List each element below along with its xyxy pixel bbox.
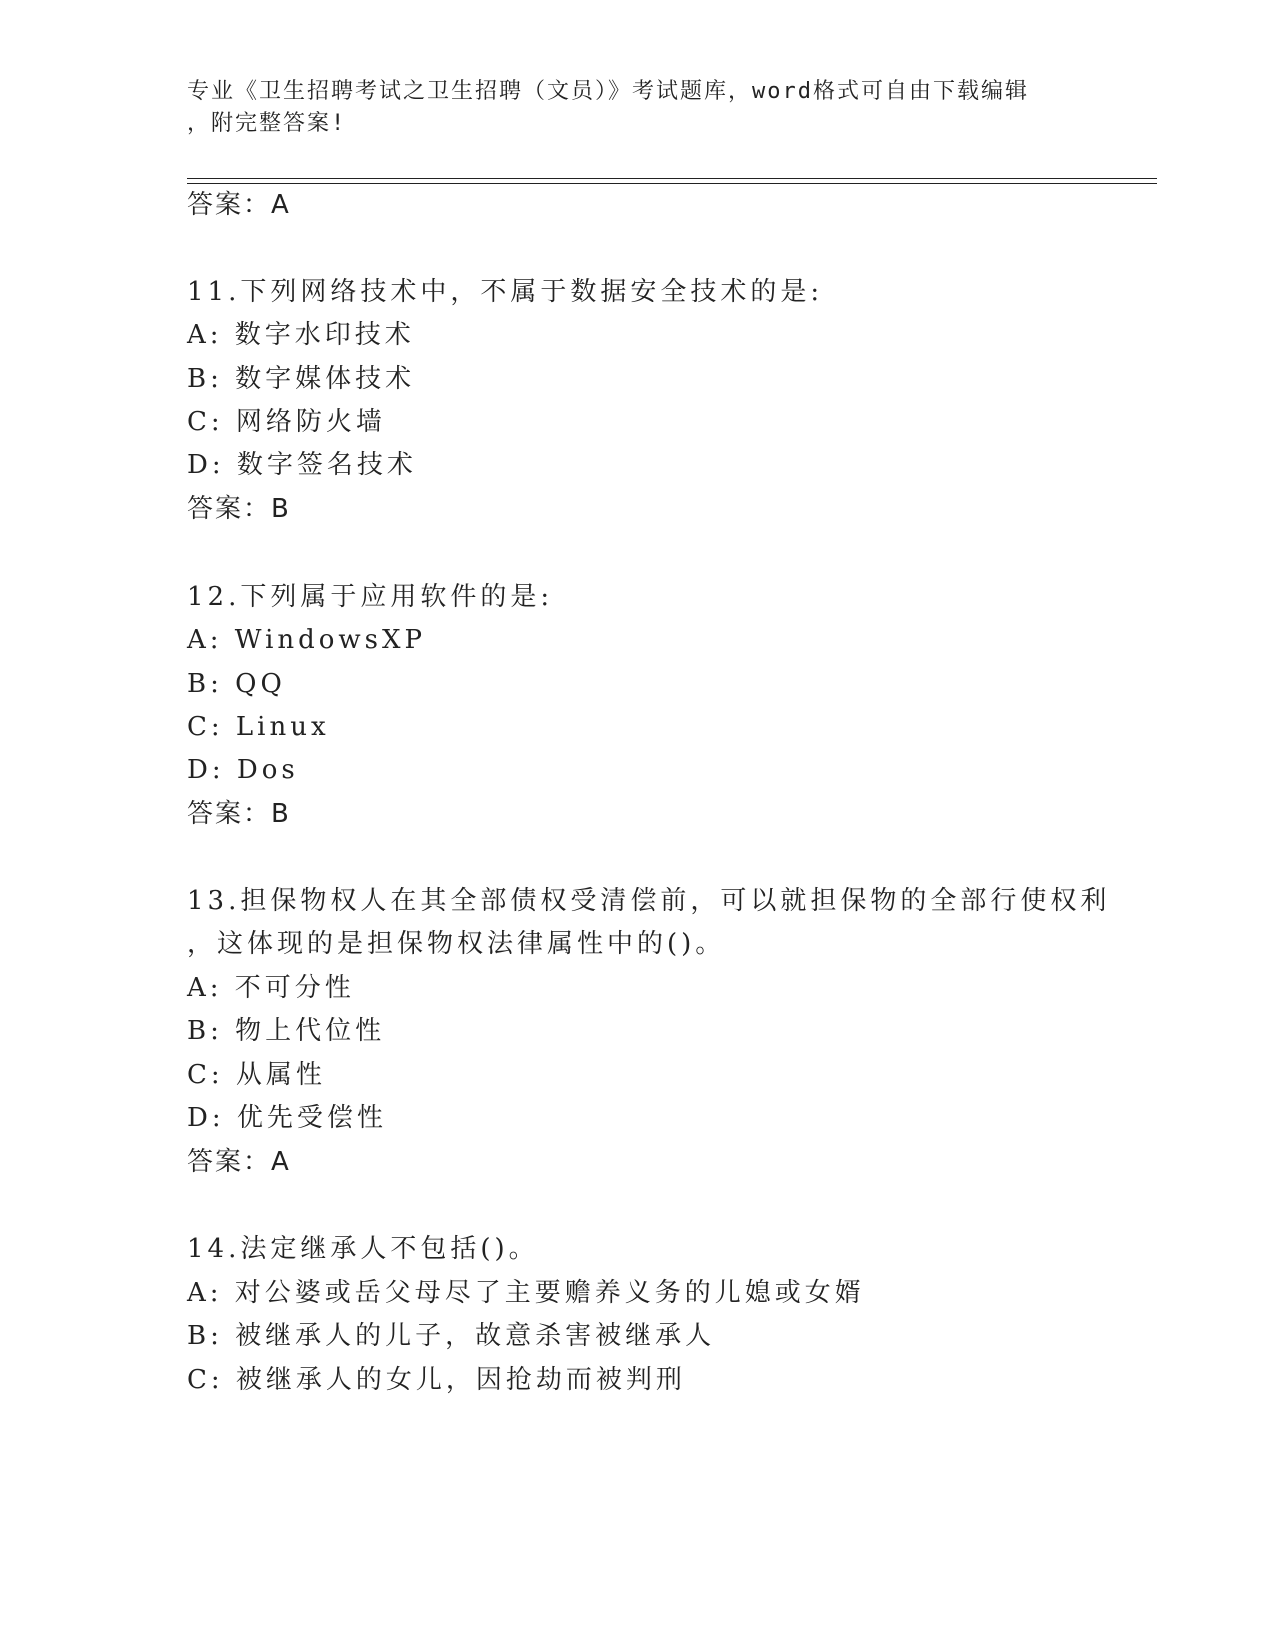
document-header [187,76,1067,140]
question-11-option-d: D: 数字签名技术 [187,450,417,480]
question-13-option-d: D: 优先受偿性 [187,1103,387,1133]
header-divider-top [187,178,1157,179]
question-11-stem: 11.下列网络技术中，不属于数据安全技术的是: [187,277,824,307]
header-line-2: ，附完整答案! [187,111,347,136]
question-12-option-c: C: Linux [187,712,330,742]
question-11-option-c: C: 网络防火墙 [187,407,386,437]
question-14-stem: 14.法定继承人不包括()。 [187,1234,539,1264]
question-13-option-b: B: 物上代位性 [187,1016,386,1046]
question-12-option-b: B: QQ [187,669,286,699]
question-12-stem: 12.下列属于应用软件的是: [187,582,554,612]
question-11-option-b: B: 数字媒体技术 [187,364,416,394]
header-divider-bottom [187,183,1157,184]
question-14-option-c: C: 被继承人的女儿，因抢劫而被判刑 [187,1365,686,1395]
question-13-stem-line-2: ，这体现的是担保物权法律属性中的()。 [187,929,726,959]
question-13-stem-line-1: 13.担保物权人在其全部债权受清偿前，可以就担保物的全部行使权利 [187,886,1111,916]
question-14-option-b: B: 被继承人的儿子，故意杀害被继承人 [187,1321,716,1351]
question-12-option-a: A: WindowsXP [187,625,427,655]
question-13-option-c: C: 从属性 [187,1060,326,1090]
question-11-option-a: A: 数字水印技术 [187,320,415,350]
question-12-option-d: D: Dos [187,755,299,785]
question-12-answer: 答案：B [187,799,291,829]
previous-answer: 答案：A [187,190,291,220]
header-line-1: 专业《卫生招聘考试之卫生招聘（文员）》考试题库，word格式可自由下载编辑 [187,79,1029,104]
question-11-answer: 答案：B [187,494,291,524]
question-13-answer: 答案：A [187,1147,291,1177]
question-13-option-a: A: 不可分性 [187,973,355,1003]
question-14-option-a: A: 对公婆或岳父母尽了主要赡养义务的儿媳或女婿 [187,1278,865,1308]
